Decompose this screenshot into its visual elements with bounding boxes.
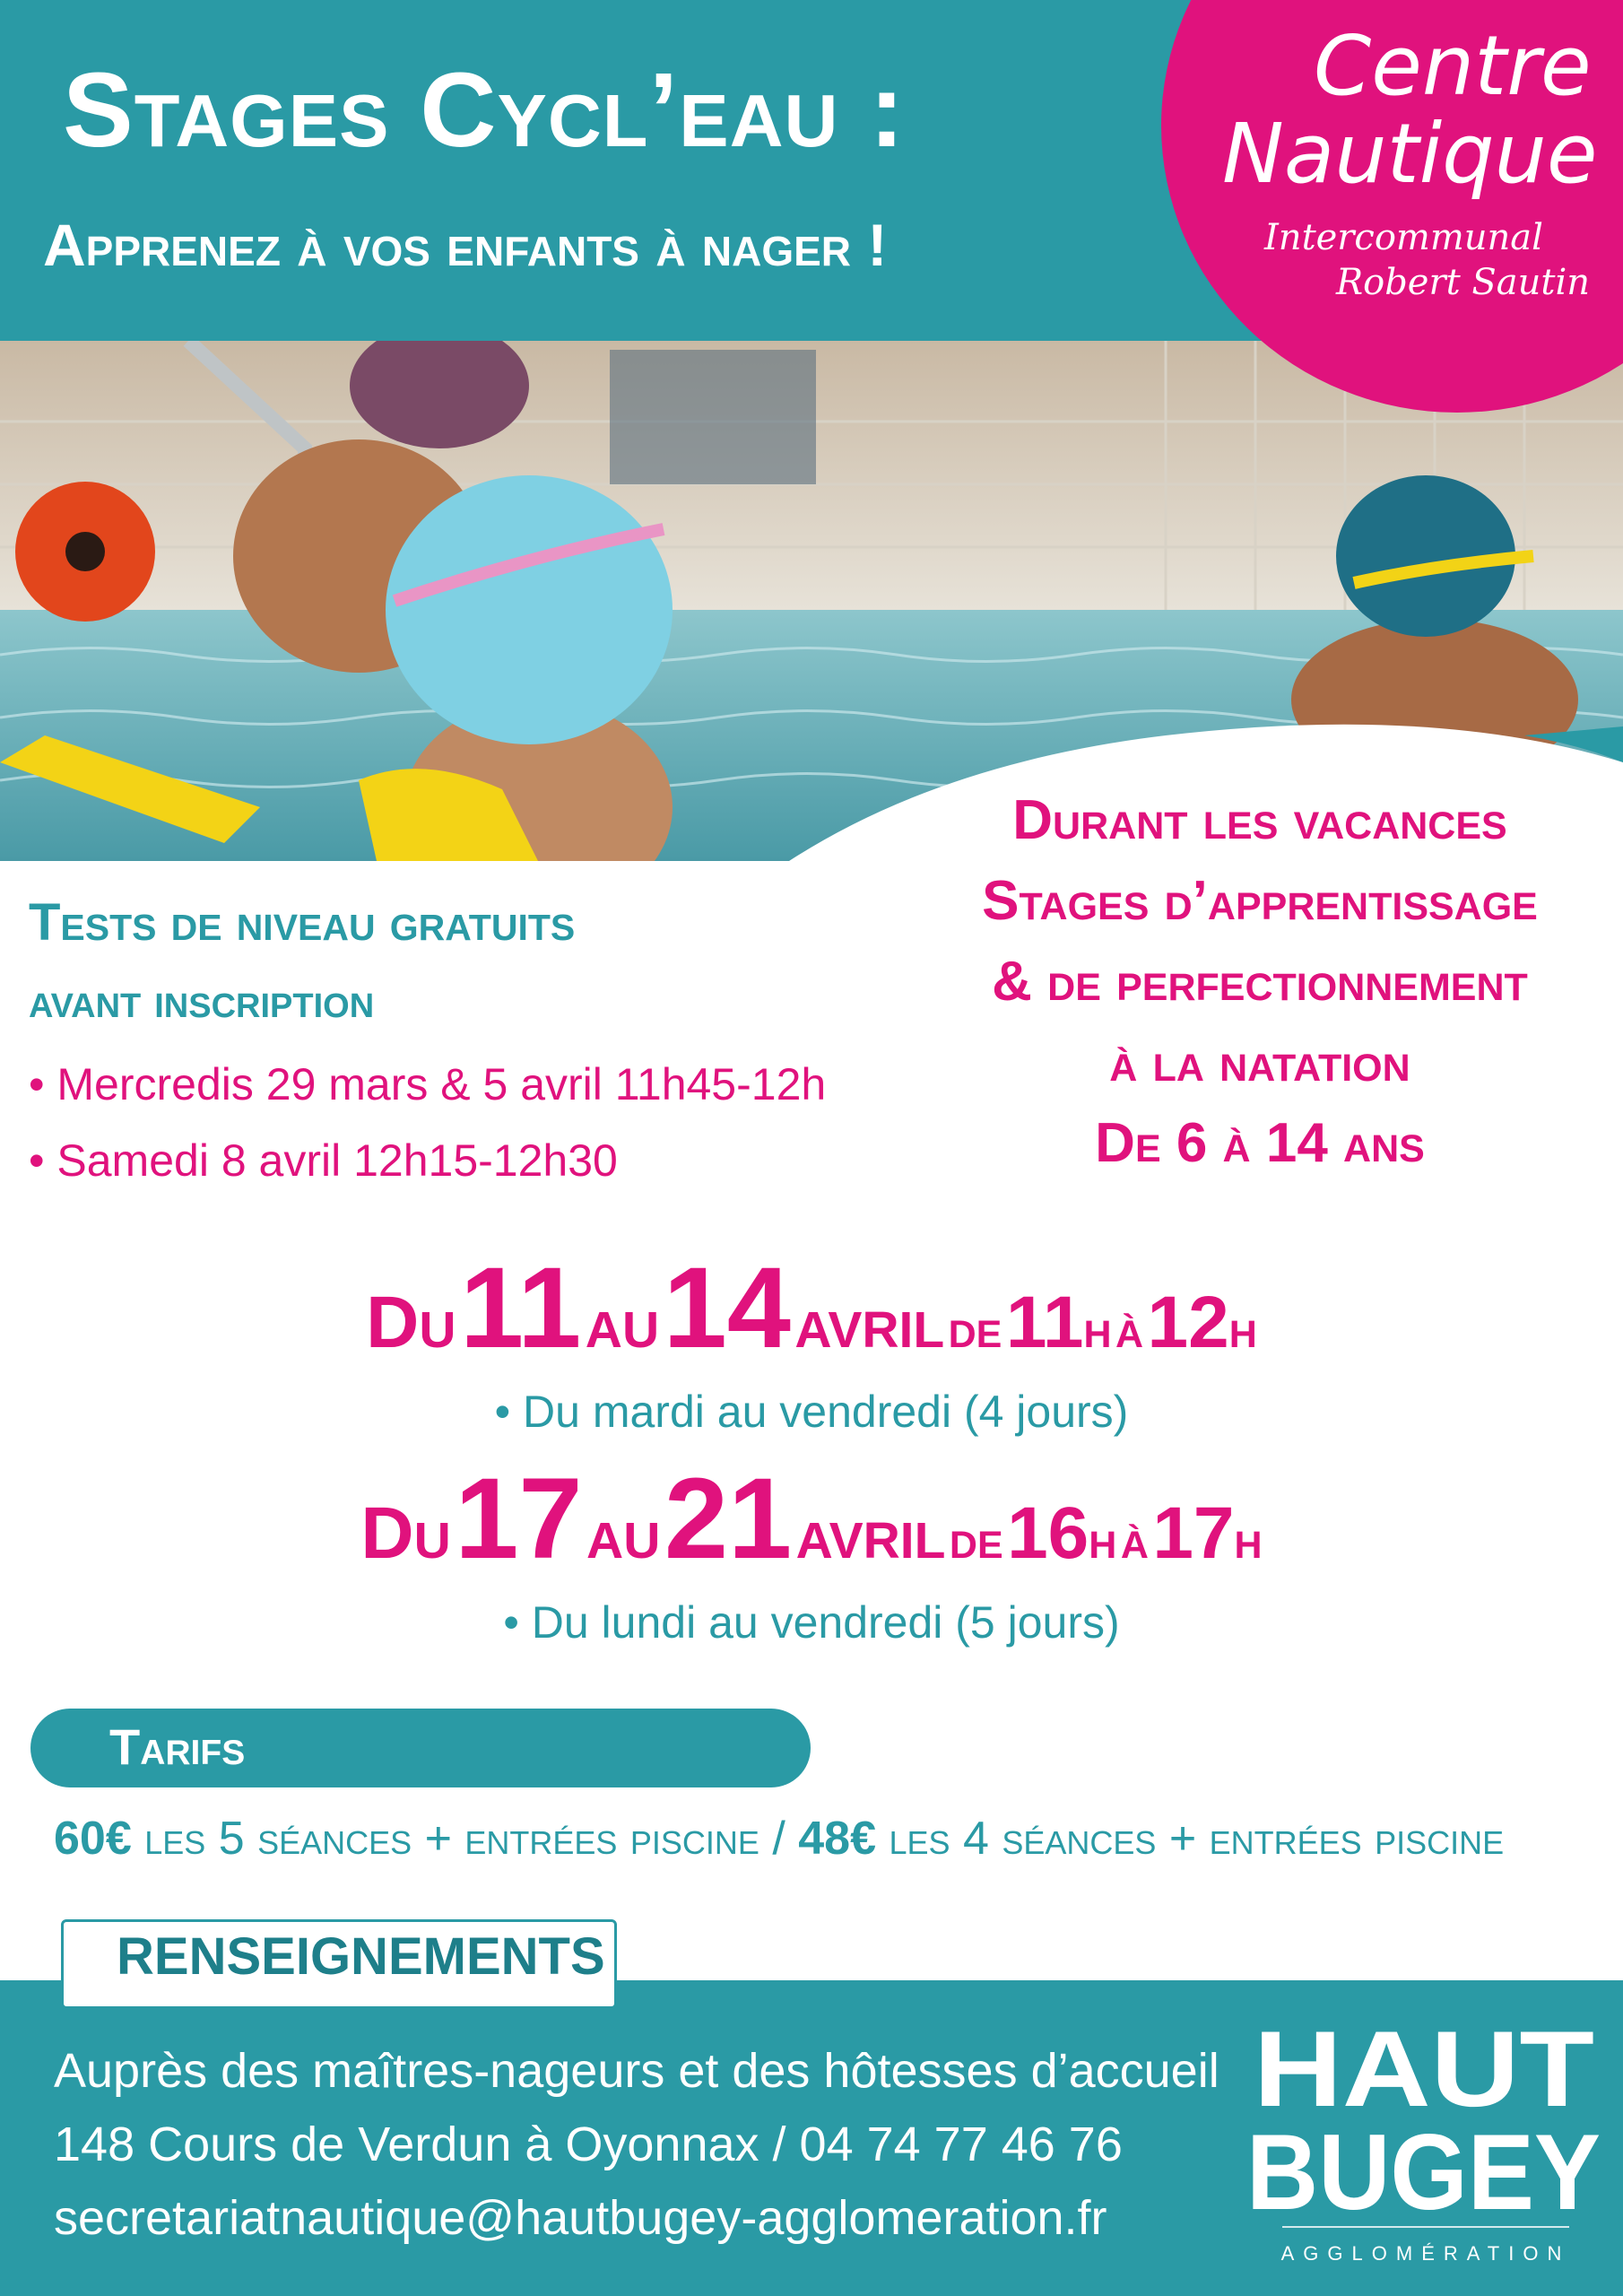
svg-text:BUGEY: BUGEY — [1246, 2112, 1601, 2232]
session-dates: Du 17 au 21 avril de 16h à 17h — [360, 1455, 1263, 1583]
page-subtitle: Apprenez à vos enfants à nager ! — [43, 212, 888, 278]
session-days-note: • Du mardi au vendredi (4 jours) — [494, 1387, 1129, 1437]
badge-line-robert-sautin: Robert Sautin — [1336, 262, 1591, 303]
svg-text:HAUT: HAUT — [1254, 2009, 1594, 2129]
vacances-line: Durant les vacances — [1012, 789, 1507, 851]
page-title: Stages Cycl’eau : — [63, 51, 906, 170]
price-4-seances: 48€ — [798, 1813, 877, 1865]
price-5-seances: 60€ — [54, 1813, 132, 1865]
test-date-item: • Mercredis 29 mars & 5 avril 11h45-12h — [29, 1059, 827, 1109]
vacances-line: De 6 à 14 ans — [1095, 1112, 1425, 1174]
session-dates: Du 11 au 14 avril de 11h à 12h — [366, 1244, 1257, 1372]
badge-line-intercommunal: Intercommunal — [1264, 217, 1543, 258]
badge-line-centre: Centre — [1314, 18, 1592, 114]
vacances-line: & de perfectionnement — [992, 951, 1528, 1013]
contact-line: Auprès des maîtres-nageurs et des hôtesses d’accueil — [54, 2044, 1219, 2098]
vacances-line: à la natation — [1109, 1031, 1410, 1093]
price-5-text: les 5 séances + entrées piscine / — [131, 1813, 799, 1865]
contact-email: secretariatnautique@hautbugey-agglomeration.fr — [54, 2191, 1107, 2245]
session-days-note: • Du lundi au vendredi (5 jours) — [503, 1597, 1120, 1648]
tests-subtitle: avant inscription — [29, 974, 375, 1028]
svg-text:AGGLOMÉRATION: AGGLOMÉRATION — [1280, 2242, 1571, 2265]
price-4-text: les 4 séances + entrées piscine — [876, 1813, 1505, 1865]
contact-address-phone: 148 Cours de Verdun à Oyonnax / 04 74 77 46 76 — [54, 2118, 1123, 2171]
tarifs-prices — [54, 1812, 1504, 1866]
vacances-line: Stages d’apprentissage — [982, 870, 1538, 932]
haut-bugey-logo — [1246, 2007, 1605, 2267]
tarifs-label: Tarifs — [109, 1718, 246, 1775]
badge-line-nautique: Nautique — [1222, 106, 1598, 202]
test-date-item: • Samedi 8 avril 12h15-12h30 — [29, 1135, 618, 1186]
renseignements-label: RENSEIGNEMENTS — [117, 1927, 605, 1986]
tests-title: Tests de niveau gratuits — [29, 893, 576, 952]
vacances-info — [897, 780, 1623, 1184]
